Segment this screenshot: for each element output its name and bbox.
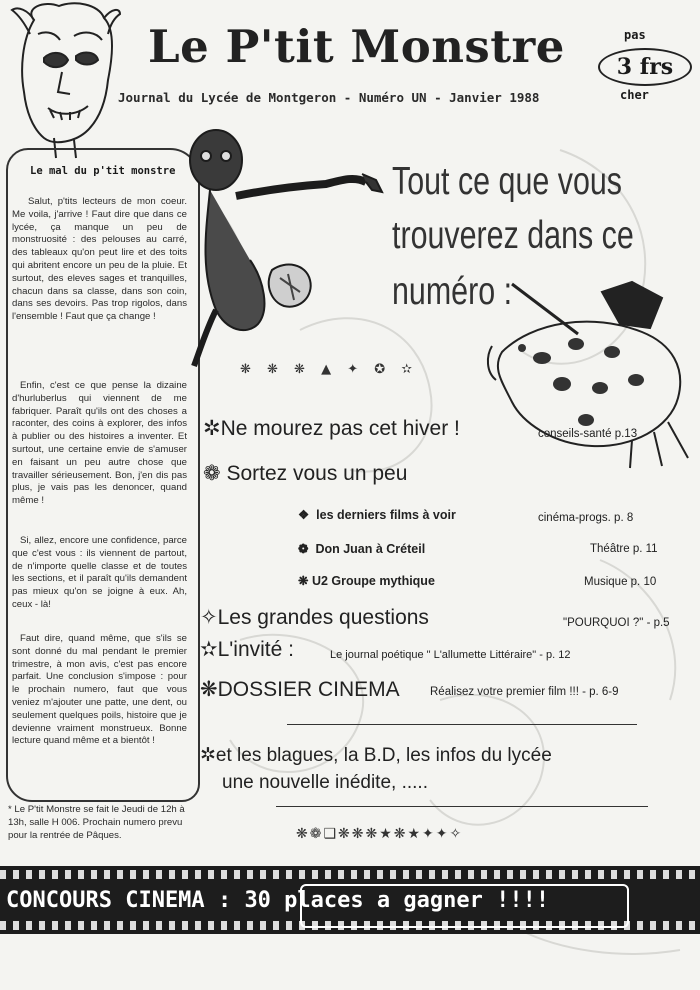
editorial-paragraph: Si, allez, encore une confidence, parce que c'est vous : ils viennent de partout, de n'importe quelle classe et de toutes les sections, et il paraît qu'ils demandent pas mieux qu'on se joigne à eux. Ah, ceux - là!	[12, 535, 187, 610]
contents-entry	[298, 507, 456, 522]
contents-title: Ne mourez pas cet hiver !	[220, 417, 460, 440]
contents-title: DOSSIER CINEMA	[217, 678, 400, 701]
contents-ref: Le journal poétique " L'allumette Littéraire" - p. 12	[330, 649, 571, 661]
star-icon: ✫	[200, 638, 218, 661]
contents-title: Sortez vous un peu	[226, 462, 408, 485]
editorial-paragraph: Enfin, c'est ce que pense la dizaine d'hurluberlus qui viennent de me fabriquer. Paraît qu'ils ont des choses a raconter, des coins à explorer, des infos à publier ou des histoires a inventer. Et surtout, une certaine envie de s'amuser en faisant un peu autre chose que travailler sérieusement. Bon, j'en dis pas plus, je vais pas les denoncer, quand même !	[12, 380, 187, 507]
banner-text	[6, 888, 549, 913]
contents-entry	[298, 573, 435, 588]
production-note: * Le P'tit Monstre se fait le Jeudi de 12h à 13h, salle H 006. Prochain numero prevu pour la rentrée de Pâques.	[8, 804, 185, 841]
contents-entry	[200, 637, 294, 662]
filmstrip-top	[0, 870, 700, 879]
contents-title: les derniers films à voir	[316, 508, 456, 522]
flower-icon: ❋	[200, 678, 218, 701]
journal-title: Le P'tit Monstre	[148, 20, 565, 73]
editorial-paragraph: Salut, p'tits lecteurs de mon coeur. Me voila, j'arrive ! Faut dire que dans ce lycée, ça manque un peu de monstruosité : des pelouses au carré, des tableaux qu'on peut lire et des toits qui abritent encore un peu de la pluie. Et surtout, des eleves sages et tranquilles, chacun dans sa classe, dans son coin, dans ses devoirs. Pas trop rigolos, dans l'ensemble ! Faut que ça change !	[12, 196, 187, 323]
contents-title: U2 Groupe mythique	[311, 574, 435, 588]
contents-title: L'invité :	[217, 638, 294, 661]
contents-entry	[203, 461, 407, 486]
editorial-paragraph: Faut dire, quand même, que s'ils se sont donné du mal pendant le premier trimestre, à mon avis, c'est pas encore parfait. Une conclusion s'impose : pour le prochain numero, faut que vous veniez m'ajouter une patte, une dent, ou seulement quelques poils, histoire que je devienne vraiment monstrueux. Bonne lecture quand même et a bientôt !	[12, 633, 187, 747]
creature-illustration	[176, 120, 388, 370]
ornament-row: ❋❁❑❋❋❋★❋★✦✦✧	[296, 826, 464, 842]
contents-title: Les grandes questions	[217, 606, 429, 629]
flower-icon: ❁	[203, 462, 221, 485]
divider-line	[287, 724, 637, 725]
contents-ref: cinéma-progs. p. 8	[538, 512, 634, 524]
contents-entry	[200, 605, 429, 630]
banner-contest-label: CONCOURS CINEMA	[6, 888, 205, 913]
star-icon: ✲	[200, 745, 216, 766]
contents-entry	[200, 744, 552, 767]
contents-ref: Théâtre p. 11	[590, 543, 658, 555]
price-bottom-text: cher	[620, 88, 649, 102]
contents-entry	[203, 416, 460, 441]
banner-prize-label: 30 places a gagner !!!!	[244, 888, 550, 913]
contents-title: Don Juan à Créteil	[315, 542, 426, 556]
contents-ref: une nouvelle inédite, .....	[222, 772, 428, 793]
monster-head-illustration	[4, 0, 122, 160]
headline-line: trouverez dans ce	[392, 214, 634, 257]
diamond-icon: ❖	[298, 508, 310, 522]
contents-ref: Réalisez votre premier film !!! - p. 6-9	[430, 686, 619, 698]
divider-line	[276, 806, 648, 807]
ornament-row: ❋ ❋ ❋ ▲ ✦ ✪ ✫	[240, 362, 419, 377]
asterisk-icon: ❋	[298, 574, 309, 588]
contents-ref: Musique p. 10	[584, 576, 657, 588]
banner-colon: :	[217, 888, 232, 913]
price-badge: 3 frs	[598, 48, 692, 86]
journal-subtitle: Journal du Lycée de Montgeron - Numéro UN - Janvier 1988	[118, 90, 540, 105]
contents-ref: conseils-santé p.13	[538, 428, 638, 440]
flower-icon: ❁	[298, 542, 309, 556]
headline-line: Tout ce que vous	[392, 160, 623, 203]
spotted-fish-illustration	[482, 272, 696, 472]
price-top-text: pas	[624, 28, 646, 42]
sparkle-icon: ✧	[200, 606, 218, 629]
contents-entry	[200, 677, 400, 702]
editorial-title: Le mal du p'tit monstre	[30, 165, 176, 177]
contents-title: et les blagues, la B.D, les infos du lycée	[215, 745, 552, 766]
contents-entry	[298, 541, 425, 556]
headline-line: numéro :	[392, 270, 513, 313]
star-icon: ✲	[203, 417, 221, 440]
contents-ref: "POURQUOI ?" - p.5	[563, 617, 670, 629]
